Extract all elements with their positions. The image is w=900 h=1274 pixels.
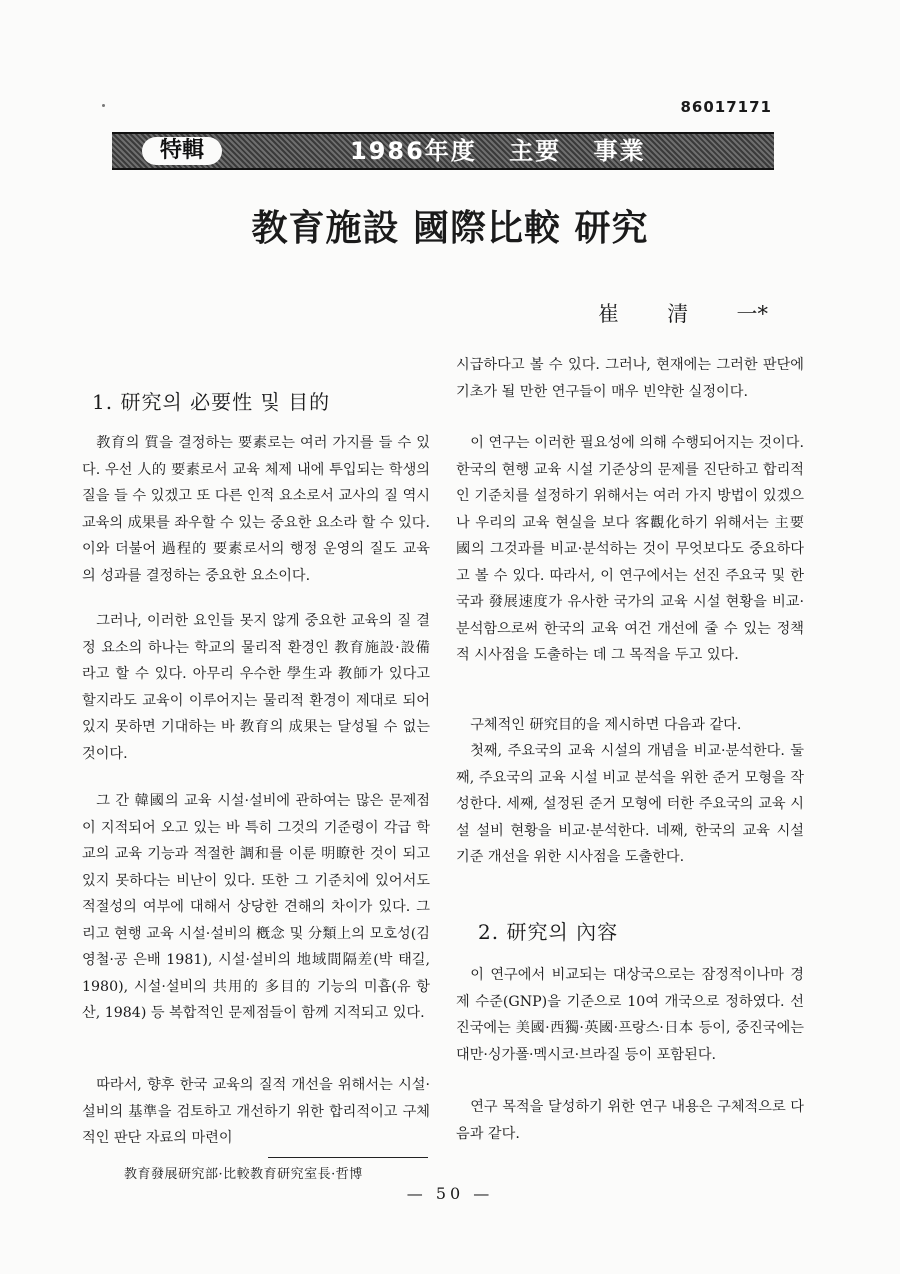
paragraph: 그러나, 이러한 요인들 못지 않게 중요한 교육의 질 결정 요소의 하나는 학교의 물리적 환경인 教育施設·設備라고 할 수 있다. 아무리 우수한 學生과 教師가 있다고 할지라도 교육이 이루어지는 물리적 환경이 제대로 되어 있지 못하면 기대하는 바 教育의 成果는 달성될 수 없는 것이다. [82, 613, 430, 762]
section-2-heading: 2. 研究의 內容 [478, 920, 619, 944]
author-name [598, 298, 768, 328]
paragraph: 이 연구에서 비교되는 대상국으로는 잠정적이나마 경제 수준(GNP)을 기준으로 10여 개국으로 정하였다. 선진국에는 美國·西獨·英國·프랑스·日本 등이, 중진국에는 대만·싱가폴·멕시코·브라질 등이 포함된다. [456, 967, 804, 1063]
section-1-heading: 1. 研究의 必要性 및 目的 [92, 390, 331, 414]
special-feature-banner [112, 132, 774, 170]
paragraph: 시급하다고 볼 수 있다. 그러나, 현재에는 그러한 판단에 기초가 될 만한 연구들이 매우 빈약한 실정이다. [456, 357, 804, 400]
paragraph: 教育의 質을 결정하는 要素로는 여러 가지를 들 수 있다. 우선 人的 要素로서 교육 체제 내에 투입되는 학생의 질을 들 수 있겠고 또 다른 인적 요소로서 교사의 질 역시 교육의 成果를 좌우할 수 있는 중요한 요소라 할 수 있다. 이와 더불어 過程的 要素로서의 행정 운영의 질도 교육의 성과를 결정하는 중요한 요소이다. [82, 435, 430, 584]
author-footnote: 教育發展研究部·比較教育研究室長·哲博 [124, 1167, 363, 1182]
document-id: 86017171 [680, 98, 772, 116]
paragraph: 그 간 韓國의 교육 시설·설비에 관하여는 많은 문제점이 지적되어 오고 있는 바 특히 그것의 기준령이 각급 학교의 교육 기능과 적절한 調和를 이룬 明瞭한 것이 되고 있지 못하다는 비난이 있다. 또한 그 기준치에 있어서도 적절성의 여부에 대해서 상당한 견해의 차이가 있다. 그리고 현행 교육 시설·설비의 槪念 및 分類上의 모호성(김 영철·공 은배 1981), 시설·설비의 地域間隔差(박 태길, 1980), 시설·설비의 共用的 多目的 기능의 미흡(유 항산, 1984) 등 복합적인 문제점들이 함께 지적되고 있다. [82, 793, 430, 1021]
author-name-part: 一* [736, 302, 768, 326]
article-title: 教育施設 國際比較 研究 [251, 207, 649, 249]
paragraph: 따라서, 향후 한국 교육의 질적 개선을 위해서는 시설·설비의 基準을 검토하고 개선하기 위한 합리적이고 구체적인 판단 자료의 마련이 [82, 1077, 430, 1146]
paragraph: 구체적인 研究目的을 제시하면 다음과 같다. [470, 717, 742, 733]
author-name-part: 崔 [598, 302, 619, 326]
paragraph: 이 연구는 이러한 필요성에 의해 수행되어지는 것이다. 한국의 현행 교육 시설 기준상의 문제를 진단하고 합리적인 기준치를 설정하기 위해서는 여러 가지 방법이 있겠으나 우리의 교육 현실을 보다 客觀化하기 위해서는 主要國의 그것과를 비교·분석하는 것이 무엇보다도 중요하다고 볼 수 있다. 따라서, 이 연구에서는 선진 주요국 및 한국과 發展速度가 유사한 국가의 교육 시설 현황을 비교·분석함으로써 한국의 교육 여건 개선에 줄 수 있는 정책적 시사점을 도출하는 데 그 목적을 두고 있다. [456, 435, 804, 663]
footnote-rule [268, 1157, 428, 1158]
paragraph: 연구 목적을 달성하기 위한 연구 내용은 구체적으로 다음과 같다. [456, 1099, 804, 1142]
paragraph: 첫째, 주요국의 교육 시설의 개념을 비교·분석한다. 둘째, 주요국의 교육 시설 비교 분석을 위한 준거 모형을 작성한다. 세째, 설정된 준거 모형에 터한 주요국의 교육 시설 설비 현황을 비교·분석한다. 네째, 한국의 교육 시설 기준 개선을 위한 시사점을 도출한다. [456, 743, 804, 865]
banner-tag: 特輯 [142, 137, 222, 165]
scan-speck [102, 104, 105, 107]
banner-title: 1986年度 主要 事業 [350, 137, 646, 165]
author-name-part: 清 [667, 302, 689, 326]
page-number: — 50 — [406, 1184, 494, 1203]
